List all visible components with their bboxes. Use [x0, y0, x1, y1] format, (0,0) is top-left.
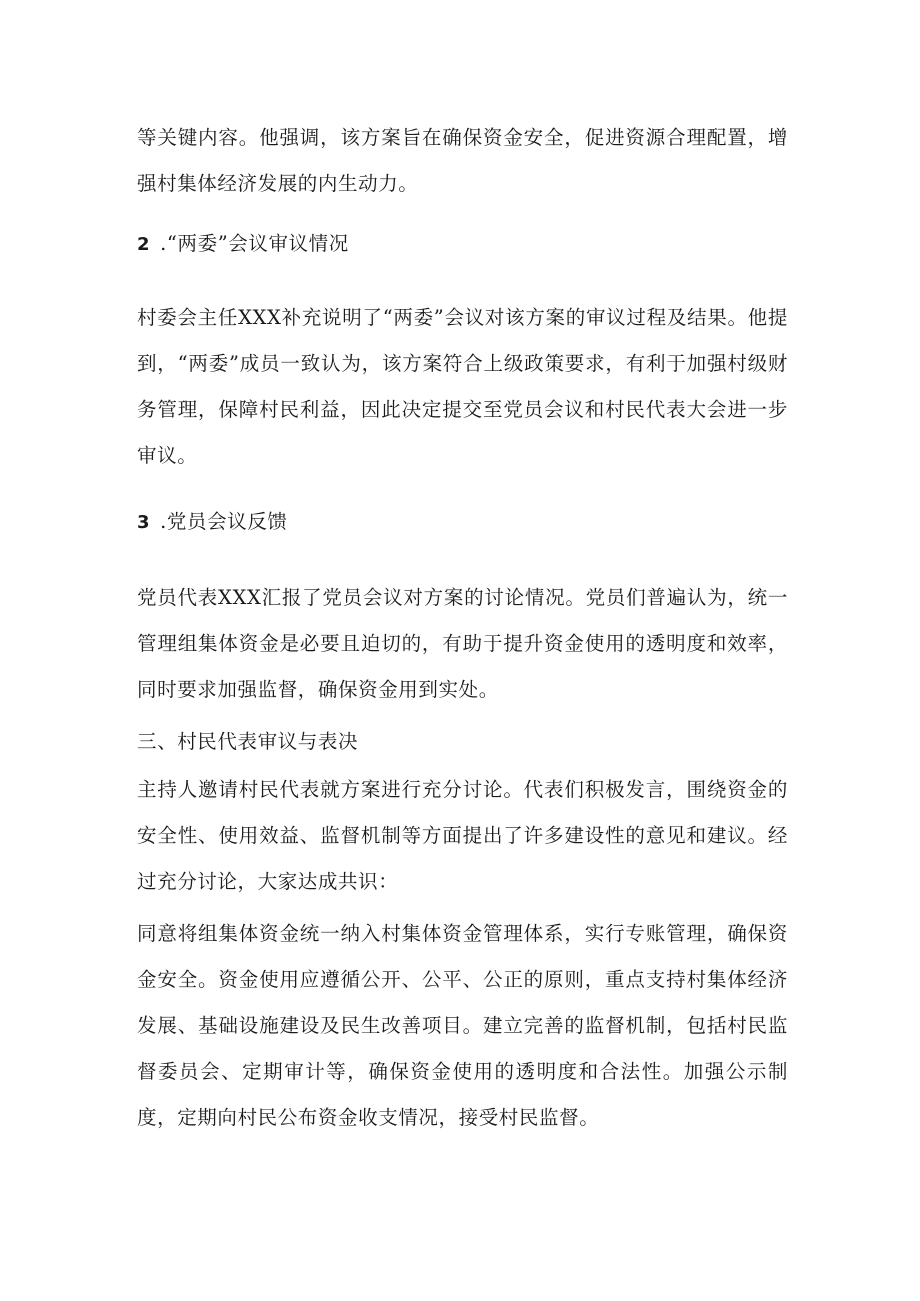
paragraph-party-feedback: 党员代表XXX汇报了党员会议对方案的讨论情况。党员们普遍认为，统一管理组集体资金是必要且迫切的，有助于提升资金使用的透明度和效率，同时要求加强监督，确保资金用到实处。 — [137, 586, 788, 701]
subheading-number: 3 — [137, 512, 151, 533]
subheading-text: .党员会议反馈 — [160, 510, 288, 533]
subheading-text: .“两委”会议审议情况 — [160, 232, 349, 255]
subheading-party-meeting-feedback — [137, 499, 288, 546]
paragraph-villager-discussion: 主持人邀请村民代表就方案进行充分讨论。代表们积极发言，围绕资金的安全性、使用效益、监督机制等方面提出了许多建设性的意见和建议。经过充分讨论，大家达成共识： — [137, 778, 788, 893]
paragraph-consensus-details: 同意将组集体资金统一纳入村集体资金管理体系，实行专账管理，确保资金安全。资金使用应遵循公开、公平、公正的原则，重点支持村集体经济发展、基础设施建设及民生改善项目。建立完善的监督机制，包括村民监督委员会、定期审计等，确保资金使用的透明度和合法性。加强公示制度，定期向村民公布资金收支情况，接受村民监督。 — [137, 922, 788, 1129]
paragraph-plan-intent: 等关键内容。他强调，该方案旨在确保资金安全，促进资源合理配置，增强村集体经济发展的内生动力。 — [137, 126, 788, 195]
paragraph-committee-review: 村委会主任XXX补充说明了“两委”会议对该方案的审议过程及结果。他提到，“两委”成员一致认为，该方案符合上级政策要求，有利于加强村级财务管理，保障村民利益，因此决定提交至党员会议和村民代表大会进一步审议。 — [137, 306, 788, 467]
section-title-villager-review: 三、村民代表审议与表决 — [137, 730, 359, 753]
subheading-two-committees-review — [137, 221, 349, 268]
subheading-number: 2 — [137, 234, 151, 255]
